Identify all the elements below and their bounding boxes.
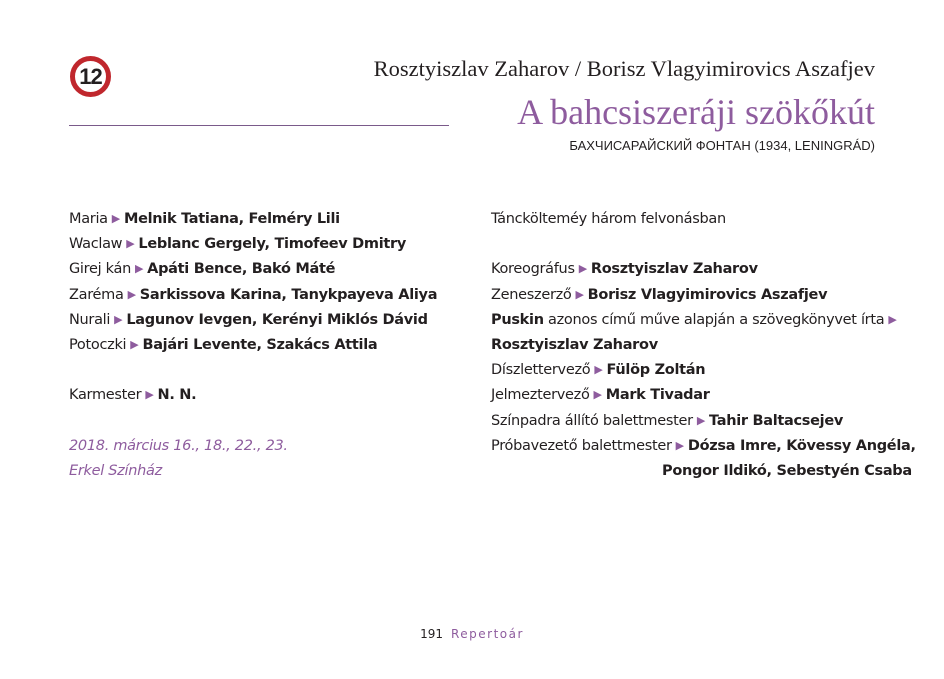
section-name: Repertoár [450,627,524,641]
credit-row [491,358,916,383]
episode-number: 12 [79,63,102,89]
arrow-icon: ▶ [111,212,120,225]
cast-row [69,283,437,308]
credit-name: Tahir Baltacsejev [708,412,844,429]
arrow-icon: ▶ [127,287,136,301]
page-footer [0,627,944,641]
cast-names: Bajári Levente, Szakács Attila [142,336,378,353]
arrow-icon: ▶ [594,363,603,377]
credit-name: Fülöp Zoltán [606,362,706,379]
cast-row [69,308,437,333]
spacer [69,409,437,434]
arrow-icon: ▶ [578,262,587,276]
performance-dates: 2018. március 16., 18., 22., 23. [69,437,288,454]
arrow-icon: ▶ [126,237,135,251]
cast-role: Zaréma [69,286,124,303]
cast-row [69,257,437,282]
credit-role: Jelmeztervező [491,387,590,404]
arrow-icon: ▶ [130,337,139,351]
cast-row [69,232,437,257]
cast-names: Lagunov Ievgen, Kerényi Miklós Dávid [126,311,428,328]
page-title: A bahcsiszeráji szökőkút [517,92,875,132]
credit-role: Próbavezető balettmester [491,437,672,454]
authors-line: Rosztyiszlav Zaharov / Borisz Vlagyimirovics Aszafjev [373,56,875,81]
cast-names: Apáti Bence, Bakó Máté [147,261,336,278]
credit-row [491,257,916,282]
cast-role: Waclaw [69,236,123,253]
page-number: 191 [420,627,443,641]
credit-row [491,434,916,459]
cast-role: Maria [69,211,108,227]
arrow-icon: ▶ [888,312,897,326]
cast-row [69,207,437,232]
credit-row [491,383,916,408]
cast-names: Melnik Tatiana, Felméry Lili [123,211,340,227]
performance-venue: Erkel Színház [69,462,162,479]
credit-role: Díszlettervező [491,362,591,379]
cast-row [69,333,437,358]
libretto-source: Puskin [491,311,544,328]
cast-role: Potoczki [69,336,127,353]
episode-number-badge [70,56,111,97]
conductor-row [69,383,437,408]
original-title: БАХЧИСАРАЙСКИЙ ФОНТАН (1934, LENINGRÁD) [569,138,875,153]
cast-column [69,207,437,484]
conductor-name: N. N. [157,387,197,404]
credit-name-continued: Pongor Ildikó, Sebestyén Csaba [662,462,912,479]
arrow-icon: ▶ [575,287,584,301]
arrow-icon: ▶ [675,438,684,452]
title-rule [69,125,449,126]
libretto-text: azonos című műve alapján a szövegkönyvet írta [548,311,885,328]
cast-role: Nurali [69,311,111,328]
libretto-author: Rosztyiszlav Zaharov [491,336,658,353]
cast-names: Sarkissova Karina, Tanykpayeva Aliya [139,286,438,303]
credit-name: Rosztyiszlav Zaharov [590,261,758,278]
genre-line: Tánckölteméy három felvonásban [491,211,726,227]
credit-name: Mark Tivadar [605,387,710,404]
credit-name: Borisz Vlagyimirovics Aszafjev [587,286,828,303]
arrow-icon: ▶ [114,312,123,326]
credit-name: Dózsa Imre, Kövessy Angéla, [687,437,916,454]
cast-names: Leblanc Gergely, Timofeev Dmitry [138,236,407,253]
arrow-icon: ▶ [145,388,154,402]
conductor-role: Karmester [69,387,142,404]
credit-role: Zeneszerző [491,286,572,303]
cast-role: Girej kán [69,261,131,278]
arrow-icon: ▶ [696,413,705,427]
credit-role: Színpadra állító balettmester [491,412,693,429]
arrow-icon: ▶ [134,262,144,276]
credit-row [491,283,916,308]
spacer [69,358,437,383]
libretto-row [491,308,916,333]
credit-row [491,409,916,434]
credit-role: Koreográfus [491,261,575,278]
spacer [491,232,916,257]
arrow-icon: ▶ [593,388,602,402]
credits-column [491,207,916,484]
